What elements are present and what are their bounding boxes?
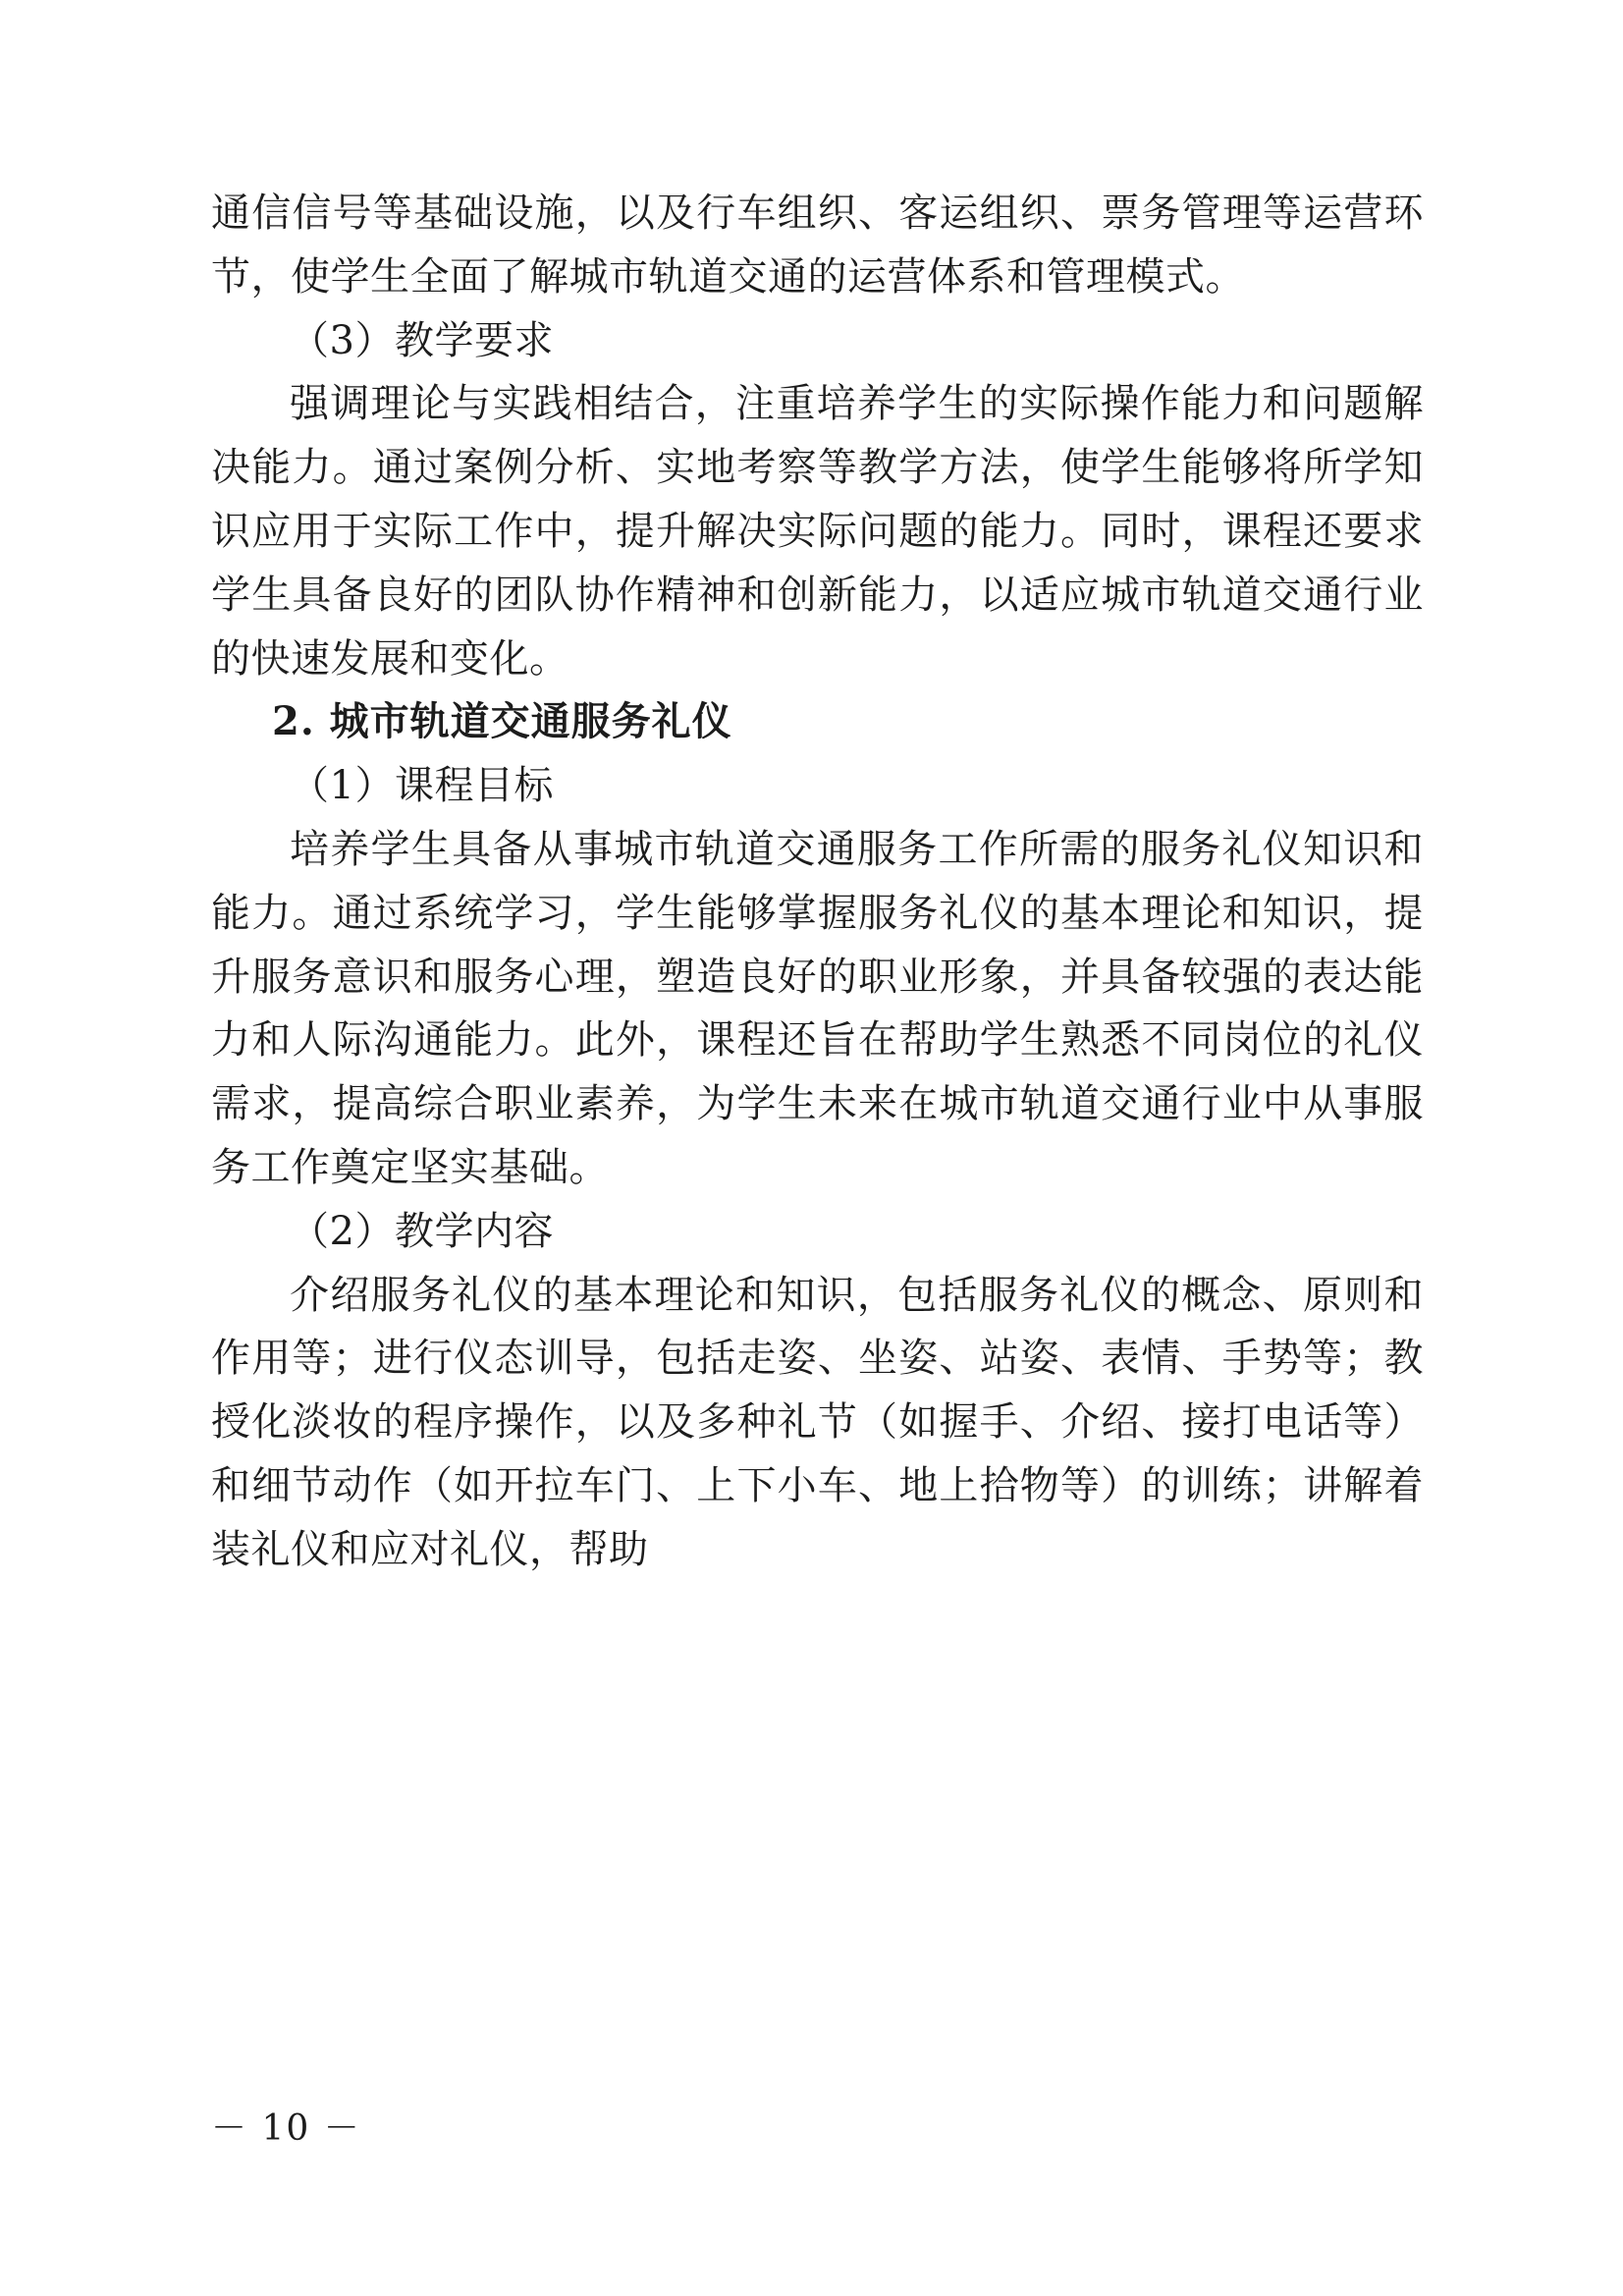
page-number: － 10 － xyxy=(211,2108,361,2149)
page-body xyxy=(211,182,1424,1582)
paragraph-course-goal: 培养学生具备从事城市轨道交通服务工作所需的服务礼仪知识和能力。通过系统学习，学生能够掌握服务礼仪的基本理论和知识，提升服务意识和服务心理，塑造良好的职业形象，并具备较强的表达能力和人际沟通能力。此外，课程还旨在帮助学生熟悉不同岗位的礼仪需求，提高综合职业素养，为学生未来在城市轨道交通行业中从事服务工作奠定坚实基础。 xyxy=(211,826,1424,1190)
paragraph-teaching-content: 介绍服务礼仪的基本理论和知识，包括服务礼仪的概念、原则和作用等；进行仪态训导，包括走姿、坐姿、站姿、表情、手势等；教授化淡妆的程序操作，以及多种礼节（如握手、介绍、接打电话等）和细节动作（如开拉车门、上下小车、地上拾物等）的训练；讲解着装礼仪和应对礼仪，帮助 xyxy=(211,1272,1424,1572)
paragraph-continued: 通信信号等基础设施，以及行车组织、客运组织、票务管理等运营环节，使学生全面了解城市轨道交通的运营体系和管理模式。 xyxy=(211,191,1424,300)
label-teaching-content: （2）教学内容 xyxy=(290,1208,554,1254)
label-course-goal: （1）课程目标 xyxy=(290,763,554,809)
paragraph-teaching-requirements: 强调理论与实践相结合，注重培养学生的实际操作能力和问题解决能力。通过案例分析、实地考察等教学方法，使学生能够将所学知识应用于实际工作中，提升解决实际问题的能力。同时，课程还要求学生具备良好的团队协作精神和创新能力，以适应城市轨道交通行业的快速发展和变化。 xyxy=(211,381,1424,682)
heading-course-service-etiquette: 2. 城市轨道交通服务礼仪 xyxy=(272,698,732,745)
label-teaching-requirements: （3）教学要求 xyxy=(290,317,554,363)
